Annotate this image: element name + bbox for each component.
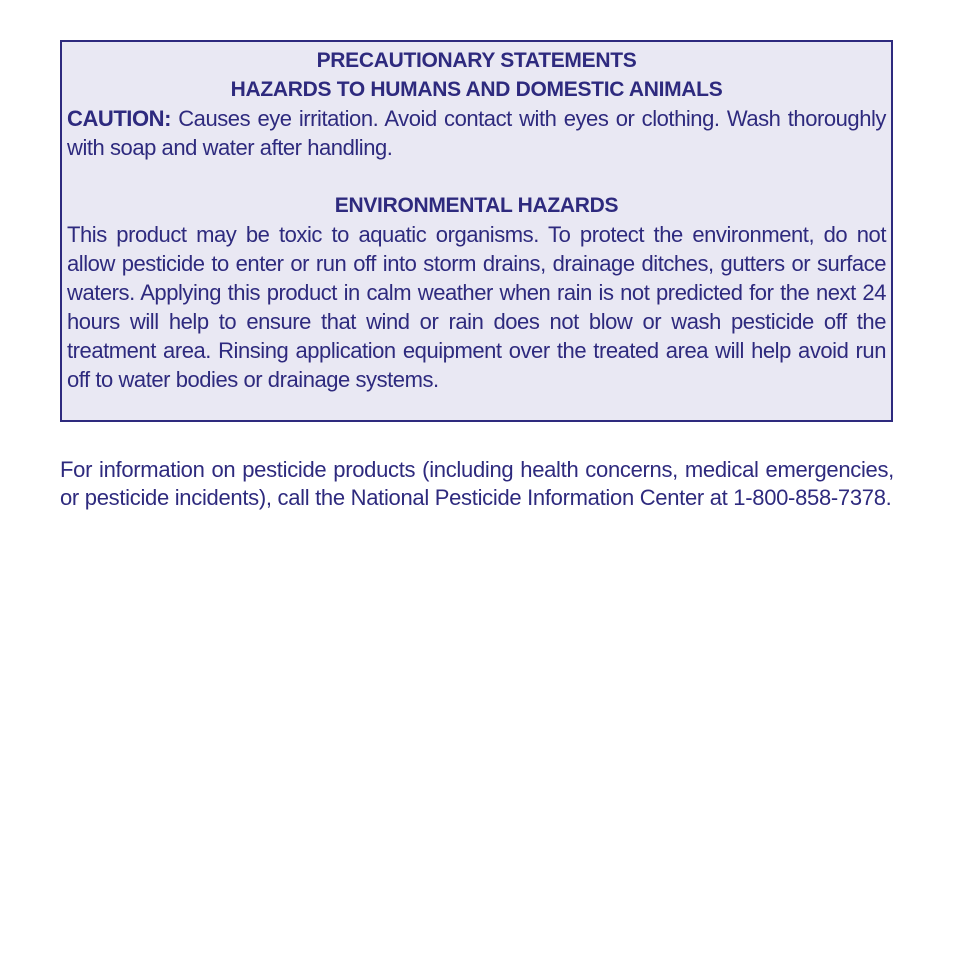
hazards-to-humans-heading: HAZARDS TO HUMANS AND DOMESTIC ANIMALS <box>230 78 723 101</box>
caution-paragraph <box>67 104 886 162</box>
caution-label: CAUTION: <box>67 106 171 131</box>
environmental-hazards-heading: ENVIRONMENTAL HAZARDS <box>334 194 619 217</box>
pesticide-information-paragraph: For information on pesticide products (including health concerns, medical emergencies, or pesticide incidents), call the National Pesticide Information Center at 1-800-858-7378. <box>60 457 894 510</box>
precautionary-statements-heading: PRECAUTIONARY STATEMENTS <box>316 49 637 72</box>
caution-text: Causes eye irritation. Avoid contact with eyes or clothing. Wash thoroughly with soap and water after handling. <box>67 106 886 160</box>
environmental-hazards-paragraph: This product may be toxic to aquatic organisms. To protect the environment, do not allow pesticide to enter or run off into storm drains, drainage ditches, gutters or surface waters. Applying this product in calm weather when rain is not predicted for the next 24 hours will help to ensure that wind or rain does not blow or wash pesticide off the treatment area. Rinsing application equipment over the treated area will help avoid run off to water bodies or drainage systems. <box>67 222 886 392</box>
section-spacer <box>67 162 886 191</box>
precautionary-statements-box <box>60 40 893 422</box>
